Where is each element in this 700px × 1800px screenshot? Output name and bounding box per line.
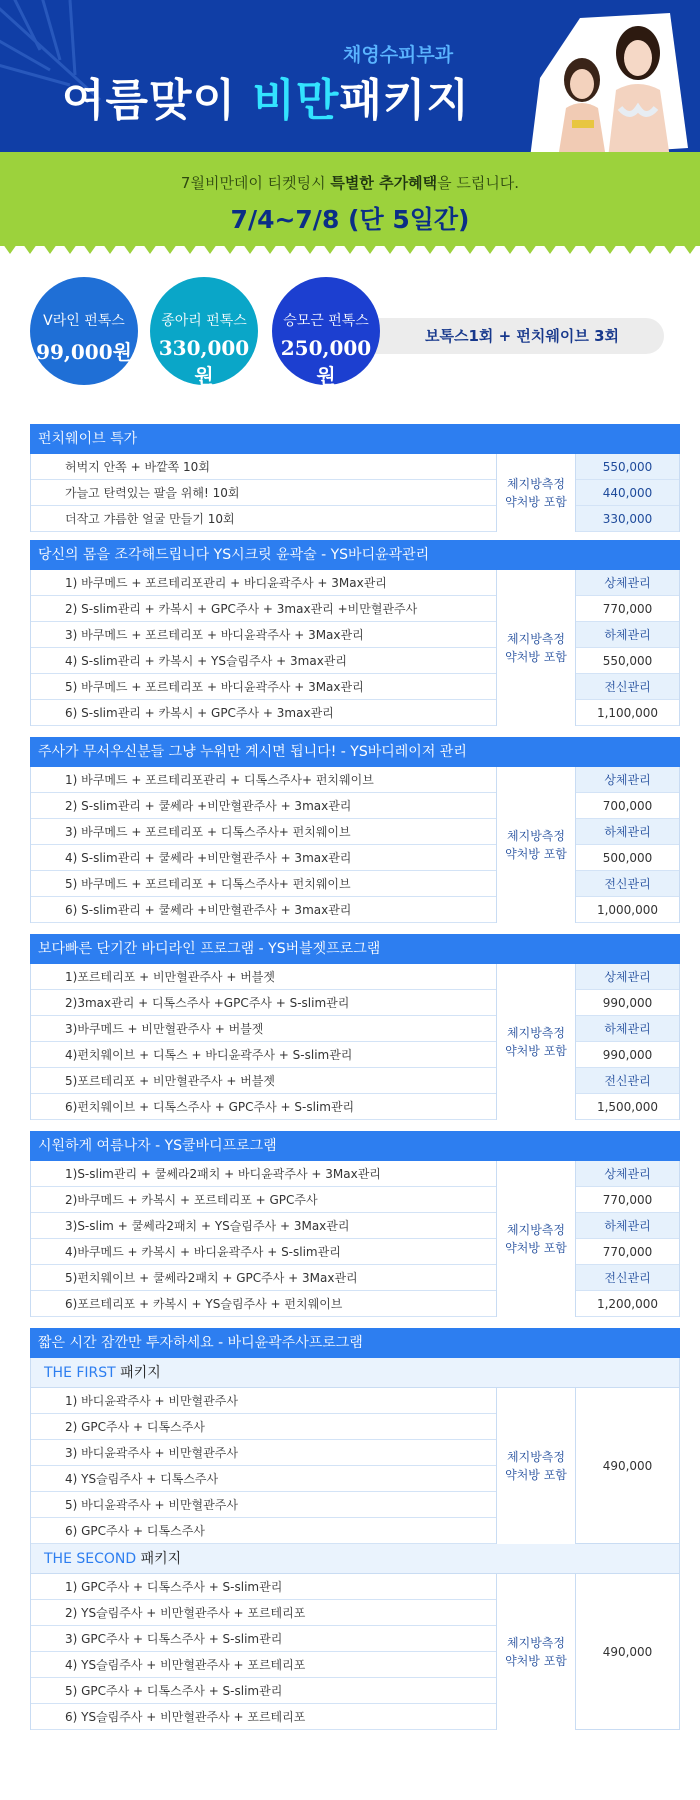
section-table xyxy=(30,964,680,1120)
note-line: 약처방 포함 xyxy=(505,650,567,664)
table-row xyxy=(31,1414,496,1440)
row-text: 4) YS슬림주사 + 비만혈관주사 + 포르테리포 xyxy=(65,1658,306,1672)
table-row xyxy=(31,1574,496,1600)
table-row xyxy=(31,990,496,1016)
price-cell: 550,000 xyxy=(576,454,679,480)
note-line: 약처방 포함 xyxy=(505,495,567,509)
clinic-name: 채영수피부과 xyxy=(343,44,454,66)
table-row xyxy=(31,897,496,923)
row-text: 5) 바쿠메드 + 포르테리포 + 디톡스주사+ 펀치웨이브 xyxy=(65,877,351,891)
event-subtitle: 7월비만데이 티켓팅시 특별한 추가혜택을 드립니다. xyxy=(180,174,520,192)
row-text: 가늘고 탄력있는 팔을 위해! 10회 xyxy=(65,486,240,500)
circle-name: V라인 펀톡스 xyxy=(43,313,125,329)
table-row xyxy=(31,700,496,726)
package-name: THE SECOND xyxy=(44,1551,137,1567)
table-row xyxy=(31,793,496,819)
package-price: 490,000 xyxy=(602,1645,653,1659)
row-text: 3)바쿠메드 + 비만혈관주사 + 버블젯 xyxy=(65,1022,264,1036)
section-s5 xyxy=(30,1131,680,1317)
note-cell xyxy=(496,570,576,726)
table-row xyxy=(31,480,496,506)
table-row xyxy=(31,845,496,871)
price-cell: 상체관리 xyxy=(576,964,679,990)
price-cell: 770,000 xyxy=(576,1187,679,1213)
note-line: 약처방 포함 xyxy=(505,1654,567,1668)
package-suffix: 패키지 xyxy=(115,1365,161,1381)
table-row xyxy=(31,1492,496,1518)
table-row xyxy=(31,1213,496,1239)
event-date: 7/4~7/8 (단 5일간) xyxy=(230,205,470,234)
row-text: 1) 바디윤곽주사 + 비만혈관주사 xyxy=(65,1394,238,1408)
section-s1 xyxy=(30,424,680,532)
row-text: 3)S-slim + 쿨쎄라2패치 + YS슬림주사 + 3Max관리 xyxy=(65,1219,350,1233)
note-cell xyxy=(496,767,576,923)
table-row xyxy=(31,622,496,648)
event-band xyxy=(0,152,700,246)
row-text: 3) 바디윤곽주사 + 비만혈관주사 xyxy=(65,1446,238,1460)
price-cell: 하체관리 xyxy=(576,1213,679,1239)
price-cell: 1,200,000 xyxy=(576,1291,679,1317)
row-text: 5) 바디윤곽주사 + 비만혈관주사 xyxy=(65,1498,238,1512)
table-row xyxy=(31,767,496,793)
price-cell: 전신관리 xyxy=(576,1265,679,1291)
table-row xyxy=(31,1678,496,1704)
section-header: 주사가 무서우신분들 그냥 누워만 계시면 됩니다! - YS바디레이저 관리 xyxy=(30,737,680,767)
table-row xyxy=(31,506,496,532)
row-text: 5)포르테리포 + 비만혈관주사 + 버블젯 xyxy=(65,1074,275,1088)
row-text: 4)펀치웨이브 + 디톡스 + 바디윤곽주사 + S-slim관리 xyxy=(65,1048,353,1062)
section-s4 xyxy=(30,934,680,1120)
table-row xyxy=(31,1161,496,1187)
price-cell: 전신관리 xyxy=(576,871,679,897)
table-row xyxy=(31,1440,496,1466)
price-cell: 전신관리 xyxy=(576,674,679,700)
circle-price: 99,000원 xyxy=(36,340,132,364)
table-row xyxy=(31,1068,496,1094)
circle-trapezius xyxy=(272,277,380,388)
section-s2 xyxy=(30,540,680,726)
row-text: 2) S-slim관리 + 쿨쎄라 +비만혈관주사 + 3max관리 xyxy=(65,799,352,813)
section-header: 당신의 몸을 조각해드립니다 YS시크릿 윤곽술 - YS바디윤곽관리 xyxy=(30,540,680,570)
row-text: 1) 바쿠메드 + 포르테리포관리 + 바디윤곽주사 + 3Max관리 xyxy=(65,576,387,590)
section-s3 xyxy=(30,737,680,923)
row-text: 6)펀치웨이브 + 디톡스주사 + GPC주사 + S-slim관리 xyxy=(65,1100,355,1114)
row-text: 2) YS슬림주사 + 비만혈관주사 + 포르테리포 xyxy=(65,1606,306,1620)
row-text: 더작고 갸름한 얼굴 만들기 10회 xyxy=(65,512,235,526)
section-table xyxy=(30,570,680,726)
table-row xyxy=(31,648,496,674)
price-cell: 500,000 xyxy=(576,845,679,871)
price-cell: 700,000 xyxy=(576,793,679,819)
table-row xyxy=(31,1518,496,1544)
price-cell: 770,000 xyxy=(576,1239,679,1265)
section-header: 보다빠른 단기간 바디라인 프로그램 - YS버블젯프로그램 xyxy=(30,934,680,964)
package-suffix: 패키지 xyxy=(136,1551,182,1567)
note-line: 체지방측정 xyxy=(507,632,565,646)
section-header: 시원하게 여름나자 - YS쿨바디프로그램 xyxy=(30,1131,680,1161)
note-line: 체지방측정 xyxy=(507,1026,565,1040)
hero-banner xyxy=(0,0,700,152)
row-text: 1) GPC주사 + 디톡스주사 + S-slim관리 xyxy=(65,1580,283,1594)
note-line: 체지방측정 xyxy=(507,829,565,843)
row-text: 6)포르테리포 + 카복시 + YS슬림주사 + 펀치웨이브 xyxy=(65,1297,343,1311)
table-row xyxy=(31,1388,496,1414)
price-cell: 하체관리 xyxy=(576,622,679,648)
section-header: 펀치웨이브 특가 xyxy=(30,424,680,454)
row-text: 5)펀치웨이브 + 쿨쎄라2패치 + GPC주사 + 3Max관리 xyxy=(65,1271,358,1285)
table-row xyxy=(31,1042,496,1068)
price-cell: 1,000,000 xyxy=(576,897,679,923)
row-text: 4) S-slim관리 + 카복시 + YS슬림주사 + 3max관리 xyxy=(65,654,347,668)
row-text: 6) YS슬림주사 + 비만혈관주사 + 포르테리포 xyxy=(65,1710,306,1724)
table-row xyxy=(31,596,496,622)
row-text: 5) GPC주사 + 디톡스주사 + S-slim관리 xyxy=(65,1684,283,1698)
table-row xyxy=(31,1652,496,1678)
price-cell: 하체관리 xyxy=(576,1016,679,1042)
row-text: 2) GPC주사 + 디톡스주사 xyxy=(65,1420,205,1434)
note-line: 체지방측정 xyxy=(507,1450,565,1464)
table-row xyxy=(31,1291,496,1317)
circle-name: 종아리 펀톡스 xyxy=(161,313,247,329)
table-row xyxy=(31,1016,496,1042)
table-row xyxy=(31,570,496,596)
table-row xyxy=(31,674,496,700)
price-cell: 상체관리 xyxy=(576,570,679,596)
price-cell: 하체관리 xyxy=(576,819,679,845)
circle-name: 승모근 펀톡스 xyxy=(283,313,369,329)
price-cell: 1,100,000 xyxy=(576,700,679,726)
row-text: 1)S-slim관리 + 쿨쎄라2패치 + 바디윤곽주사 + 3Max관리 xyxy=(65,1167,381,1181)
section-s6 xyxy=(30,1328,680,1730)
price-cell: 550,000 xyxy=(576,648,679,674)
package-price: 490,000 xyxy=(602,1459,653,1473)
row-text: 4) YS슬림주사 + 디톡스주사 xyxy=(65,1472,219,1486)
bonus-pill: 보톡스1회 + 펀치웨이브 3회 xyxy=(340,318,664,354)
package-title xyxy=(30,1358,680,1388)
note-line: 체지방측정 xyxy=(507,1223,565,1237)
price-cell: 1,500,000 xyxy=(576,1094,679,1120)
table-row xyxy=(31,819,496,845)
table-row xyxy=(31,1466,496,1492)
note-cell xyxy=(496,1388,576,1544)
package-name: THE FIRST xyxy=(44,1365,116,1381)
row-text: 1)포르테리포 + 비만혈관주사 + 버블젯 xyxy=(65,970,275,984)
circle-price: 330,000원 xyxy=(158,336,250,388)
table-row xyxy=(31,454,496,480)
row-text: 3) GPC주사 + 디톡스주사 + S-slim관리 xyxy=(65,1632,283,1646)
price-cell: 440,000 xyxy=(576,480,679,506)
page-title: 여름맞이 비만패키지 xyxy=(62,75,470,126)
row-text: 2)3max관리 + 디톡스주사 +GPC주사 + S-slim관리 xyxy=(65,996,350,1010)
price-cell: 770,000 xyxy=(576,596,679,622)
note-line: 약처방 포함 xyxy=(505,1044,567,1058)
row-text: 1) 바쿠메드 + 포르테리포관리 + 디톡스주사+ 펀치웨이브 xyxy=(65,773,374,787)
models-photo xyxy=(520,8,690,152)
note-line: 약처방 포함 xyxy=(505,1241,567,1255)
section-table xyxy=(30,767,680,923)
table-row xyxy=(31,1704,496,1730)
circle-price: 250,000원 xyxy=(280,336,372,388)
row-text: 6) GPC주사 + 디톡스주사 xyxy=(65,1524,205,1538)
price-cell: 990,000 xyxy=(576,1042,679,1068)
section-table xyxy=(30,1574,680,1730)
table-row xyxy=(31,1094,496,1120)
table-row xyxy=(31,1600,496,1626)
row-text: 4)바쿠메드 + 카복시 + 바디윤곽주사 + S-slim관리 xyxy=(65,1245,341,1259)
note-line: 체지방측정 xyxy=(507,477,565,491)
row-text: 2)바쿠메드 + 카복시 + 포르테리포 + GPC주사 xyxy=(65,1193,318,1207)
section-table xyxy=(30,1388,680,1544)
row-text: 6) S-slim관리 + 쿨쎄라 +비만혈관주사 + 3max관리 xyxy=(65,903,352,917)
row-text: 허벅지 안쪽 + 바깥쪽 10회 xyxy=(65,460,210,474)
note-line: 약처방 포함 xyxy=(505,1468,567,1482)
row-text: 3) 바쿠메드 + 포르테리포 + 바디윤곽주사 + 3Max관리 xyxy=(65,628,364,642)
price-cell: 990,000 xyxy=(576,990,679,1016)
table-row xyxy=(31,1265,496,1291)
section-table xyxy=(30,454,680,532)
note-cell xyxy=(496,1161,576,1317)
note-cell xyxy=(496,1574,576,1730)
price-cell: 상체관리 xyxy=(576,767,679,793)
row-text: 6) S-slim관리 + 카복시 + GPC주사 + 3max관리 xyxy=(65,706,334,720)
table-row xyxy=(31,871,496,897)
table-row xyxy=(31,1626,496,1652)
package-title xyxy=(30,1544,680,1574)
table-row xyxy=(31,964,496,990)
section-table xyxy=(30,1161,680,1317)
row-text: 5) 바쿠메드 + 포르테리포 + 바디윤곽주사 + 3Max관리 xyxy=(65,680,364,694)
zigzag-divider xyxy=(0,240,700,254)
circle-v-line xyxy=(30,277,138,385)
row-text: 4) S-slim관리 + 쿨쎄라 +비만혈관주사 + 3max관리 xyxy=(65,851,352,865)
section-header: 짧은 시간 잠깐만 투자하세요 - 바디윤곽주사프로그램 xyxy=(30,1328,680,1358)
row-text: 2) S-slim관리 + 카복시 + GPC주사 + 3max관리 +비만혈관주사 xyxy=(65,602,418,616)
price-cell: 상체관리 xyxy=(576,1161,679,1187)
row-text: 3) 바쿠메드 + 포르테리포 + 디톡스주사+ 펀치웨이브 xyxy=(65,825,351,839)
note-line: 체지방측정 xyxy=(507,1636,565,1650)
circle-calf xyxy=(150,277,258,388)
note-cell xyxy=(496,964,576,1120)
table-row xyxy=(31,1187,496,1213)
table-row xyxy=(31,1239,496,1265)
note-cell xyxy=(496,454,576,532)
price-cell: 330,000 xyxy=(576,506,679,532)
price-cell: 전신관리 xyxy=(576,1068,679,1094)
note-line: 약처방 포함 xyxy=(505,847,567,861)
